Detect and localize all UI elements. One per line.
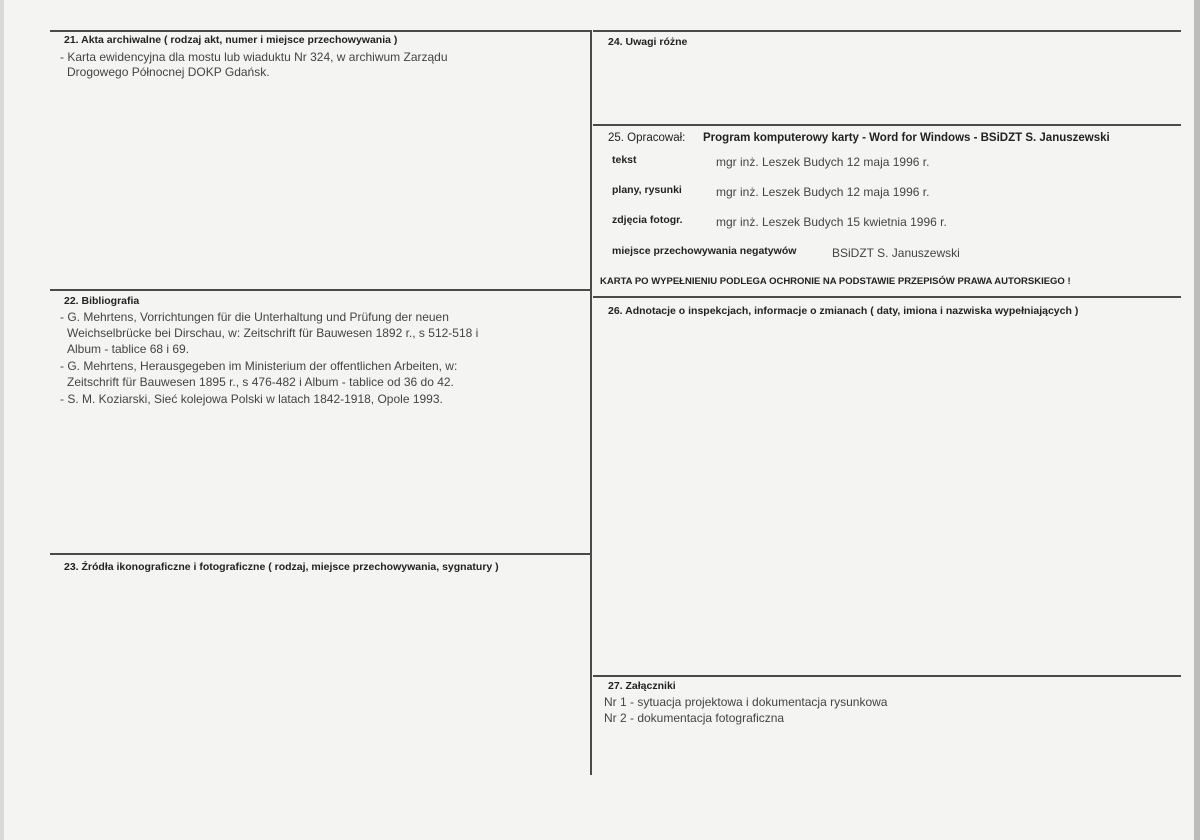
row-label-zdjecia: zdjęcia fotogr.: [612, 214, 683, 226]
section-23-heading: 23. Źródła ikonograficzne i fotograficzne ( rodzaj, miejsce przechowywania, sygnatury ): [64, 561, 499, 573]
bibliography-line: Zeitschrift für Bauwesen 1895 r., s 476-482 i Album - tablice od 36 do 42.: [67, 375, 454, 389]
section-21-line: - Karta ewidencyjna dla mostu lub wiaduktu Nr 324, w archiwum Zarządu: [60, 50, 448, 64]
section-22-heading: 22. Bibliografia: [64, 295, 140, 307]
divider-26-27: [593, 675, 1181, 677]
section-24-heading: 24. Uwagi różne: [608, 36, 688, 48]
column-divider: [590, 30, 592, 775]
row-value-plany: mgr inż. Leszek Budych 12 maja 1996 r.: [716, 185, 930, 199]
row-value-zdjecia: mgr inż. Leszek Budych 15 kwietnia 1996 r.: [716, 215, 947, 229]
row-label-tekst: tekst: [612, 154, 637, 166]
row-label-plany: plany, rysunki: [612, 184, 682, 196]
copyright-notice: KARTA PO WYPEŁNIENIU PODLEGA OCHRONIE NA PODSTAWIE PRZEPISÓW PRAWA AUTORSKIEGO !: [600, 276, 1071, 287]
bibliography-line: - S. M. Koziarski, Sieć kolejowa Polski w latach 1842-1918, Opole 1993.: [60, 392, 443, 406]
negatives-value: BSiDZT S. Januszewski: [832, 246, 960, 260]
bibliography-line: Weichselbrücke bei Dirschau, w: Zeitschrift für Bauwesen 1892 r., s 512-518 i: [67, 326, 479, 340]
row-value-tekst: mgr inż. Leszek Budych 12 maja 1996 r.: [716, 155, 930, 169]
divider-22-23: [50, 553, 591, 555]
bibliography-line: - G. Mehrtens, Vorrichtungen für die Unterhaltung und Prüfung der neuen: [60, 310, 449, 324]
section-21-line: Drogowego Północnej DOKP Gdańsk.: [67, 65, 270, 79]
section-26-heading: 26. Adnotacje o inspekcjach, informacje o zmianach ( daty, imiona i nazwiska wypełniających ): [608, 305, 1079, 317]
negatives-label: miejsce przechowywania negatywów: [612, 245, 797, 257]
scan-edge-left: [0, 0, 4, 840]
divider-24-25: [593, 124, 1181, 126]
section-25-heading: 25. Opracował:: [608, 132, 686, 144]
attachment-line: Nr 2 - dokumentacja fotograficzna: [604, 711, 785, 725]
bibliography-line: Album - tablice 68 i 69.: [67, 342, 190, 356]
scan-edge-right: [1194, 0, 1200, 840]
divider-21-22: [50, 289, 591, 291]
program-info: Program komputerowy karty - Word for Windows - BSiDZT S. Januszewski: [703, 132, 1110, 144]
top-border-left: [50, 30, 591, 32]
section-27-heading: 27. Załączniki: [608, 680, 676, 692]
bibliography-line: - G. Mehrtens, Herausgegeben im Ministerium der offentlichen Arbeiten, w:: [60, 359, 458, 373]
section-21-heading: 21. Akta archiwalne ( rodzaj akt, numer i miejsce przechowywania ): [64, 34, 398, 46]
attachment-line: Nr 1 - sytuacja projektowa i dokumentacja rysunkowa: [604, 695, 888, 709]
divider-25-26: [593, 296, 1181, 298]
top-border-right: [593, 30, 1181, 32]
